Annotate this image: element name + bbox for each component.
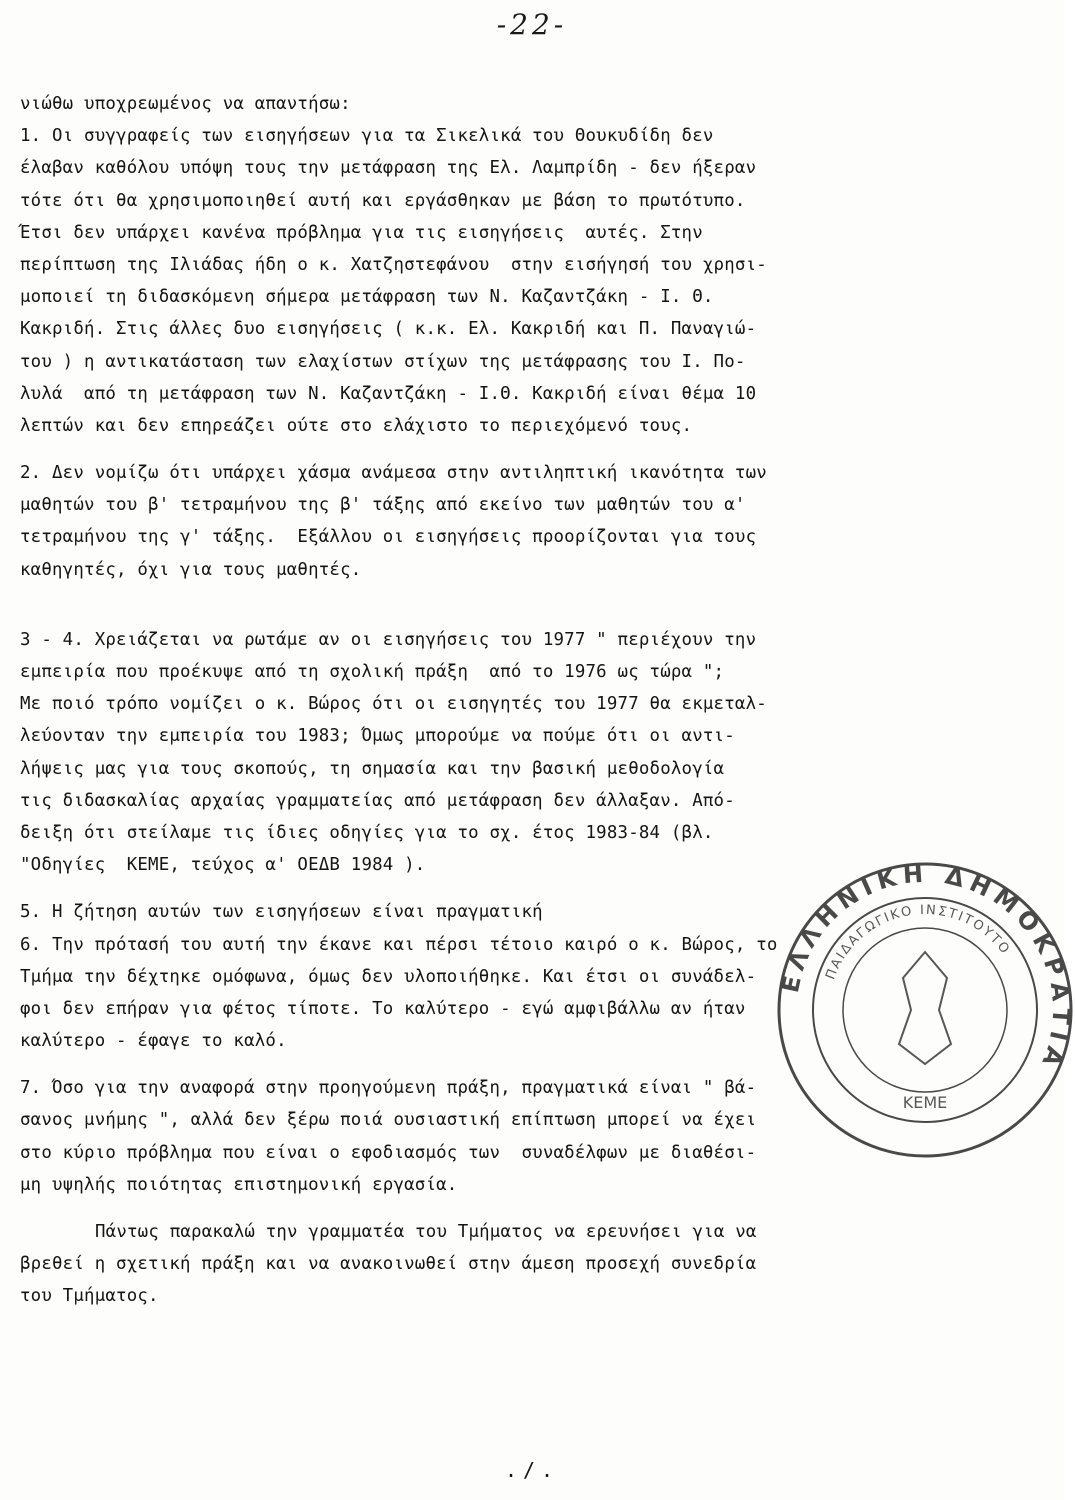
text-line: 7. Όσο για την αναφορά στην προηγούμενη πράξη, πραγματικά είναι " βά-: [20, 1078, 757, 1099]
text-line: του ) η αντικατάσταση των ελαχίστων στίχων της μετάφρασης του Ι. Πο-: [20, 351, 746, 372]
text-line: 2. Δεν νομίζω ότι υπάρχει χάσμα ανάμεσα στην αντιληπτική ικανότητα των: [20, 463, 767, 484]
text-line: μη υψηλής ποιότητας επιστημονική εργασία.: [20, 1174, 458, 1195]
text-line: νιώθω υποχρεωμένος να απαντήσω:: [20, 94, 351, 114]
text-line: μοποιεί τη διδασκόμενη σήμερα μετάφραση των Ν. Καζαντζάκη - Ι. Θ.: [20, 287, 714, 308]
text-line: έλαβαν καθόλου υπόψη τους την μετάφραση της Ελ. Λαμπρίδη - δεν ήξεραν: [20, 158, 757, 179]
text-line: Πάντως παρακαλώ την γραμματέα του Τμήματος να ερευνήσει για να: [95, 1222, 757, 1242]
text-line: περίπτωση της Ιλιάδας ήδη ο κ. Χατζηστεφάνου στην εισήγησή του χρησι-: [20, 254, 767, 275]
text-line: Κακριδή. Στις άλλες δυο εισηγήσεις ( κ.κ. Ελ. Κακριδή και Π. Παναγιώ-: [20, 319, 757, 340]
text-line: τετραμήνου της γ' τάξης. Εξάλλου οι εισηγήσεις προορίζονται για τους: [20, 527, 757, 548]
text-line: λυλά από τη μετάφραση των Ν. Καζαντζάκη - Ι.Θ. Κακριδή είναι θέμα 10: [20, 383, 757, 404]
text-line: 5. Η ζήτηση αυτών των εισηγήσεων είναι πραγματική: [20, 902, 543, 923]
text-line: καλύτερο - έφαγε το καλό.: [20, 1031, 287, 1052]
text-line: καθηγητές, όχι για τους μαθητές.: [20, 559, 362, 580]
page-number: -22-: [496, 8, 568, 41]
text-line: Με ποιό τρόπο νομίζει ο κ. Βώρος ότι οι εισηγητές του 1977 θα εκμεταλ-: [20, 694, 767, 715]
text-line: του Τμήματος.: [20, 1286, 159, 1307]
text-line: δειξη ότι στείλαμε τις ίδιες οδηγίες για το σχ. έτος 1983-84 (βλ.: [20, 822, 714, 843]
text-line: φοι δεν επήραν για φέτος τίποτε. Το καλύτερο - εγώ αμφιβάλλω αν ήταν: [20, 998, 746, 1019]
official-stamp: [775, 860, 1075, 1160]
text-line: Έτσι δεν υπάρχει κανένα πρόβλημα για τις εισηγήσεις αυτές. Στην: [20, 222, 703, 243]
emblem-icon: [899, 952, 951, 1064]
text-line: "Οδηγίες ΚΕΜΕ, τεύχος α' ΟΕΔΒ 1984 ).: [20, 855, 426, 876]
text-line: λήψεις μας για τους σκοπούς, τη σημασία και την βασική μεθοδολογία: [20, 758, 725, 779]
text-line: στο κύριο πρόβλημα που είναι ο εφοδιασμός των συναδέλφων με διαθέσι-: [20, 1142, 757, 1163]
stamp-inner-text: ΠΑΙΔΑΓΩΓΙΚΟ ΙΝΣΤΙΤΟΥΤΟ: [823, 902, 1014, 982]
text-line: 3 - 4. Χρειάζεται να ρωτάμε αν οι εισηγήσεις του 1977 " περιέχουν την: [20, 629, 757, 650]
text-line: Τμήμα την δέχτηκε ομόφωνα, όμως δεν υλοποιήθηκε. Και έτσι οι συνάδελ-: [20, 966, 757, 987]
text-line: λεύονταν την εμπειρία του 1983; Όμως μπορούμε να πούμε ότι οι αντι-: [20, 726, 735, 747]
continuation-mark: ./.: [504, 1458, 560, 1482]
text-line: 6. Την πρότασή του αυτή την έκανε και πέρσι τέτοιο καιρό ο κ. Βώρος, το: [20, 934, 778, 955]
text-line: μαθητών του β' τετραμήνου της β' τάξης από εκείνο των μαθητών του α': [20, 495, 746, 516]
text-line: εμπειρία που προέκυψε από τη σχολική πράξη από το 1976 ως τώρα ";: [20, 662, 725, 682]
text-line: βρεθεί η σχετική πράξη και να ανακοινωθεί στην άμεση προσεχή συνεδρία: [20, 1254, 757, 1275]
text-line: τότε ότι θα χρησιμοποιηθεί αυτή και εργάσθηκαν με βάση το πρωτότυπο.: [20, 190, 746, 211]
stamp-center-text: ΚΕΜΕ: [902, 1093, 948, 1112]
text-line: 1. Οι συγγραφείς των εισηγήσεων για τα Σικελικά του Θουκυδίδη δεν: [20, 126, 714, 147]
text-line: τις διδασκαλίας αρχαίας γραμματείας από μετάφραση δεν άλλαξαν. Από-: [20, 790, 735, 811]
text-line: σανος μνήμης ", αλλά δεν ξέρω ποιά ουσιαστική επίπτωση μπορεί να έχει: [20, 1110, 757, 1131]
text-line: λεπτών και δεν επηρεάζει ούτε στο ελάχιστο το περιεχόμενό τους.: [20, 415, 693, 436]
stamp-outer-text: ΕΛΛΗΝΙΚΗ ΔΗΜΟΚΡΑΤΙΑ: [776, 860, 1075, 1076]
